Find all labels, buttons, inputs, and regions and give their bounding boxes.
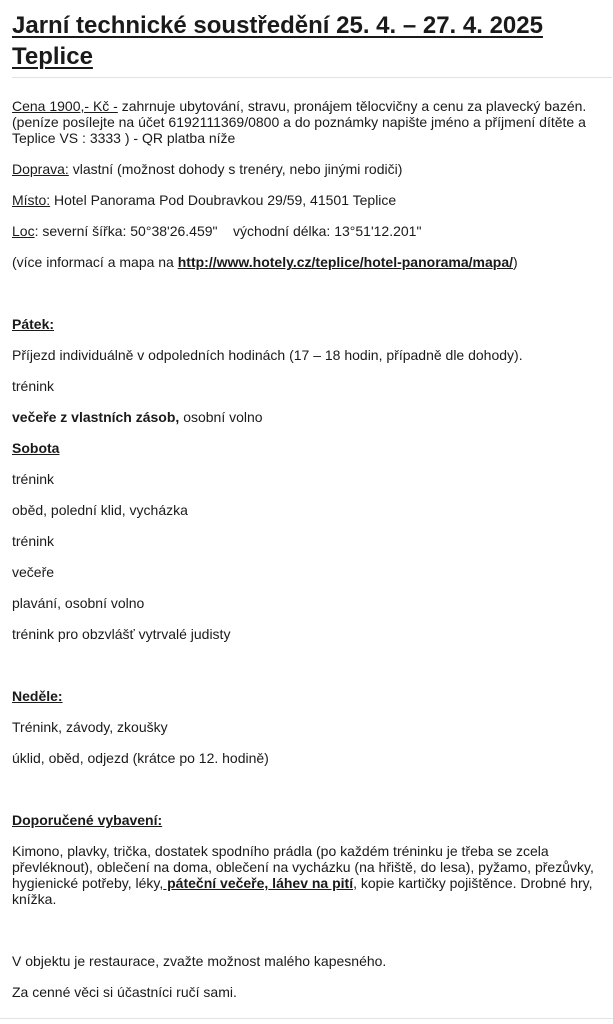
equipment-text-end: , kopie kartičky pojištěnce. Drobné hry, knížka. [12,875,593,907]
sunday-item: Trénink, závody, zkoušky [12,719,168,735]
price-label: Cena 1900,- Kč - [12,98,118,114]
more-info-suffix: ) [513,254,518,270]
saturday-item: plavání, osobní volno [12,595,145,611]
title-line-1: Jarní technické soustředění 25. 4. – 27. 4. 2025 [12,12,543,39]
transport-label: Doprava: [12,161,69,177]
more-info-line [12,254,600,270]
friday-arrival: Příjezd individuálně v odpoledních hodinách (17 – 18 hodin, případně dle dohody). [12,347,523,363]
saturday-heading: Sobota [12,440,60,456]
price-text: zahrnuje ubytování, stravu, pronájem tělocvičny a cenu za plavecký bazén. (peníze posílejte na účet 6192111369/0800 a do poznámky napište jméno a příjmení dítěte a Teplice VS : 3333 ) - QR platba níže [12,98,587,146]
saturday-item: oběd, polední klid, vycházka [12,502,188,518]
title-divider [12,77,612,78]
saturday-item: večeře [12,564,55,580]
equipment-bold-dinner: páteční večeře, [163,875,269,891]
location-line [12,223,600,239]
page-title [12,10,600,72]
place-text: Hotel Panorama Pod Doubravkou 29/59, 41501 Teplice [50,192,397,208]
place-label: Místo: [12,192,51,208]
sunday-item: úklid, oběd, odjezd (krátce po 12. hodině) [12,750,269,766]
friday-dinner-rest: osobní volno [179,409,263,425]
saturday-item: trénink [12,471,55,487]
price-paragraph [12,98,600,146]
document [12,10,600,1000]
sunday-heading: Neděle: [12,688,63,704]
equipment-paragraph [12,843,600,907]
bottom-divider [0,1018,613,1019]
friday-dinner-bold: večeře z vlastních zásob, [12,409,180,425]
transport-text: vlastní (možnost dohody s trenéry, nebo jinými rodiči) [68,161,403,177]
map-link[interactable]: http://www.hotely.cz/teplice/hotel-panorama/mapa/ [177,254,514,270]
valuables-note: Za cenné věci si účastníci ručí sami. [12,984,237,1000]
place-line [12,192,600,208]
more-info-prefix: (více informací a mapa na [12,254,178,270]
friday-dinner [12,409,600,425]
equipment-heading: Doporučené vybavení: [12,812,163,828]
restaurant-note: V objektu je restaurace, zvažte možnost malého kapesného. [12,953,387,969]
equipment-text-start: Kimono, plavky, trička, dostatek spodního prádla (po každém tréninku je třeba se zcela převléknout), oblečení na doma, oblečení na vycházku (na hřiště, do lesa), pyžamo, přezůvky, hygienické potřeby, léky, [12,843,594,891]
equipment-bold-bottle: láhev na pití [268,875,354,891]
saturday-item: trénink [12,533,55,549]
location-label: Loc [12,223,35,239]
friday-heading: Pátek: [12,316,55,332]
location-text: : severní šířka: 50°38'26.459" východní délka: 13°51'12.201" [34,223,422,239]
title-line-2: Teplice [12,43,93,70]
friday-training: trénink [12,378,55,394]
transport-line [12,161,600,177]
saturday-item: trénink pro obzvlášť vytrvalé judisty [12,626,231,642]
